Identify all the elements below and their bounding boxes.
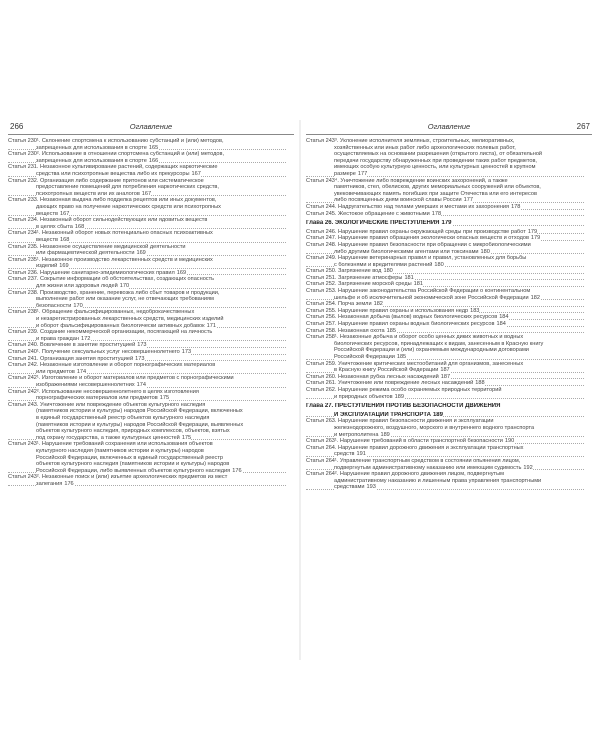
toc-entry [306,229,592,236]
toc-entry [8,362,294,369]
toc-entry [306,354,592,361]
toc-entry-title: Статья 245. Жестокое обращение с животными [306,210,430,217]
toc-entry [8,435,294,442]
toc-entry-title: увековечивающих память погибших при защите Отечества или его интересов [334,190,537,197]
toc-entry-title: Статья 244. Надругательство над телами умерших и местами их захоронения [306,203,510,210]
toc-entry [8,375,294,382]
toc-entry [306,432,592,439]
toc-entry [306,334,592,341]
toc-entry-page-number: 169 [176,269,187,276]
toc-entry-title: дающих право на получение наркотических средств или психотропных [36,203,221,210]
toc-entry-title: Статья 238¹. Обращение фальсифицированных, недоброкачественных [8,309,195,316]
toc-entry [306,484,592,491]
toc-entry-title: Статья 230¹. Склонение спортсмена к использованию субстанций и (или) методов, [8,138,224,144]
toc-entry [306,387,592,394]
toc-entry [306,211,592,218]
toc-entry-title: предоставление помещений для потребления наркотических средств, [36,184,219,191]
toc-entry-page-number: 179 [530,235,541,242]
toc-entry-title: Глава 26. ЭКОЛОГИЧЕСКИЕ ПРЕСТУПЛЕНИЯ [306,220,440,227]
toc-entry [306,268,592,275]
toc-entry [8,448,294,455]
toc-entry-title: Статья 238. Производство, хранение, перевозка либо сбыт товаров и продукции, [8,289,220,296]
toc-entry [306,425,592,432]
book-spread [8,120,592,660]
toc-entry-title: и права граждан [36,335,79,342]
toc-entry [8,474,294,481]
toc-entry [8,204,294,211]
toc-entry-title: И ЭКСПЛУАТАЦИИ ТРАНСПОРТА [334,411,431,418]
toc-entry [8,316,294,323]
toc-entry-page-number: 169 [136,250,146,257]
toc-entry [306,164,592,171]
toc-entry-title: Статья 230². Использование в отношении спортсмена субстанций и (или) методов, [8,151,225,158]
toc-entry-page-number: 187 [440,373,451,380]
toc-entry [306,321,592,328]
toc-entry-title: Статья 264¹. Управление транспортным средством в состоянии опьянения лицом, [306,457,521,464]
toc-entry [8,263,294,270]
toc-entry [8,158,294,165]
toc-chapter-heading [306,412,592,419]
toc-entry-title: Статья 257. Нарушение правил охраны водных биологических ресурсов [306,321,495,328]
toc-entry-page-number: 167 [60,210,70,217]
toc-entry-title: Статья 232. Организация либо содержание притонов или систематическое [8,177,204,184]
toc-entry-title: и метрополитена [334,431,379,438]
toc-entry [306,308,592,315]
toc-entry-page-number: 165 [148,144,159,151]
toc-entry-page-number: 182 [530,294,540,301]
toc-entry-title: Российской Федерации, либо выявленных объектов культурного наследия [36,467,231,474]
toc-entry [8,191,294,198]
toc-entry-title: Статья 251. Загрязнение атмосферы [306,274,403,281]
toc-entry [306,138,592,145]
toc-entry-page-number: 175 [181,434,192,441]
toc-entry [8,455,294,462]
toc-entry-title: Статья 248. Нарушение правил безопасности при обращении с микробиологическими [306,241,531,248]
toc-entry [8,250,294,257]
toc-entry-title: Статья 258. Незаконная охота [306,327,385,334]
toc-entry [306,380,592,387]
toc-entry-title: Статья 263. Нарушение правил безопасности движения и эксплуатации [306,418,494,425]
toc-entry-title: Статья 240¹. Получение сексуальных услуг несовершеннолетнего [8,349,180,355]
toc-entry [306,418,592,425]
toc-entry-page-number: 166 [148,157,159,164]
toc-entry [306,191,592,198]
toc-entry-title: Статья 240. Вовлечение в занятие проституцией [8,342,136,349]
toc-entry-page-number: 193 [366,484,376,491]
toc-entry-title: веществ [36,210,59,217]
toc-entry-title: Статья 264². Нарушение правил дорожного движения лицом, подвергнутым [306,471,504,478]
toc-entry [306,478,592,485]
toc-entry [8,303,294,310]
toc-entry [306,314,592,321]
toc-entry-title: подвергнутым административному наказанию или имеющим судимость [334,464,522,471]
toc-entry-title: шельфе и об исключительной экономической зоне Российской Федерации [334,294,529,301]
toc-entry [8,171,294,178]
toc-entry-page-number: 190 [504,438,515,445]
toc-entry [306,367,592,374]
toc-entry [306,445,592,452]
toc-entry-title: запрещенных для использования в спорте [36,144,147,151]
left-page [8,120,294,660]
right-running-head [306,120,592,135]
toc-entry [8,217,294,224]
toc-entry-title: безопасности [36,302,72,309]
toc-entry-page-number: 167 [141,190,152,197]
toc-entry [306,295,592,302]
toc-entry-title: культурного наследия (памятников истории и культуры) народов [36,447,204,454]
toc-entry-page-number: 174 [136,381,146,388]
toc-entry [306,281,592,288]
toc-entry-title: либо посвященных дням воинской славы России [334,197,462,204]
toc-entry-page-number: 171 [206,322,216,329]
left-running-head [8,120,294,135]
toc-entry [306,275,592,282]
toc-entry [8,230,294,237]
toc-entry-title: Статья 264. Нарушение правил дорожного движения и эксплуатации транспортных [306,444,524,451]
toc-entry [306,361,592,368]
toc-entry-title: Российской Федерации, включенных в единый государственный реестр [36,454,223,461]
toc-entry-title: средствами [334,484,365,491]
toc-entry-title: Статья 256. Незаконная добыча (вылов) водных биологических ресурсов [306,314,498,321]
toc-entry-title: либо другими биологическими агентами или токсинами [334,248,479,255]
toc-entry [306,235,592,242]
toc-entry [306,249,592,256]
toc-entry-page-number: 178 [511,203,521,210]
toc-entry-title: под охрану государства, а также культурных ценностей [36,434,180,441]
toc-entry [8,422,294,429]
toc-entry-title: биологических ресурсов, принадлежащих к видам, занесенным в Красную книгу [334,340,544,347]
toc-entry-title: Статья 243². Незаконные поиск и (или) изъятие археологических предметов из мест [8,474,228,481]
toc-entry [8,224,294,231]
toc-entry-title: размере [334,170,356,177]
toc-entry-title: Статья 247. Нарушение правил обращения экологически опасных веществ и отходов [306,235,529,242]
book-gutter [299,120,301,660]
toc-entry-page-number: 168 [60,236,70,243]
toc-entry-title: Статья 258¹. Незаконные добыча и оборот особо ценных диких животных и водных [306,334,524,341]
toc-entry-page-number: 185 [396,354,407,360]
toc-entry-title: Российской Федерации и (или) охраняемым международными договорами [334,347,529,354]
toc-entry-page-number: 173 [135,355,145,362]
toc-entry-title: изделий [36,263,58,270]
toc-entry [306,465,592,472]
toc-entry-page-number: 172 [80,335,91,342]
toc-entry-page-number: 189 [432,411,443,418]
toc-entry [306,288,592,295]
toc-entry-title: Статья 246. Нарушение правил охраны окружающей среды при производстве работ [306,228,526,235]
toc-entry [8,402,294,409]
toc-entry-title: Статья 253. Нарушение законодательства Российской Федерации о континентальном [306,288,531,295]
toc-entry [306,242,592,249]
toc-entry [8,389,294,396]
toc-entry [8,178,294,185]
toc-entry-title: Статья 234¹. Незаконный оборот новых потенциально опасных психоактивных [8,230,213,237]
toc-entry [8,283,294,290]
toc-entry [8,145,294,152]
toc-entry [306,158,592,165]
toc-entry [8,211,294,218]
toc-entry [306,204,592,211]
toc-entry [306,451,592,458]
toc-chapter-heading [306,220,592,227]
toc-entry-page-number: 170 [73,302,83,309]
toc-entry-page-number: 180 [383,268,393,275]
right-running-title: Оглавление [427,122,471,131]
toc-entry-title: хозяйственных или иных работ либо археологических полевых работ, [334,144,516,151]
toc-entry-title: или фармацевтической деятельности [36,250,135,257]
toc-entry [306,171,592,178]
toc-entry-title: Статья 252. Загрязнение морской среды [306,281,412,288]
toc-entry-page-number: 178 [431,210,442,217]
toc-entry-title: Статья 261. Уничтожение или повреждение лесных насаждений [306,380,474,387]
toc-entry [8,257,294,264]
toc-entry-title: веществ [36,236,59,243]
toc-entry [8,408,294,415]
toc-entry-page-number: 177 [463,197,473,204]
toc-entry-page-number: 185 [386,327,396,334]
toc-entry-title: Статья 243³. Уклонение исполнителя земляных, строительных, мелиоративных, [306,138,515,144]
toc-entry-title: и незарегистрированных лекарственных средств, медицинских изделий [36,316,224,323]
toc-entry [306,178,592,185]
toc-entry [306,184,592,191]
toc-entry-title: Российской Федерации [334,354,395,360]
toc-entry-title: Глава 27. ПРЕСТУПЛЕНИЯ ПРОТИВ БЕЗОПАСНОСТИ ДВИЖЕНИЯ [306,403,501,410]
toc-entry [306,197,592,204]
toc-entry-title: Статья 259. Уничтожение критических местообитаний для организмов, занесенных [306,360,524,367]
toc-entry-title: Статья 260. Незаконная рубка лесных насаждений [306,373,439,380]
toc-entry-page-number: 191 [356,451,366,458]
toc-entry-page-number: 177 [357,170,368,177]
toc-entry-title: в Красную книгу Российской Федерации [334,367,439,374]
toc-entry-title: Статья 234. Незаконный оборот сильнодействующих или ядовитых веществ [8,217,208,224]
toc-entry [306,301,592,308]
toc-entry-title: Статья 254. Порча земли [306,301,372,308]
toc-entry [8,276,294,283]
toc-entry-page-number: 180 [434,261,444,268]
toc-entry-title: выполнение работ или оказание услуг, не отвечающих требованиям [36,296,214,303]
toc-entry-title: порнографических материалов или предметов [36,395,158,402]
toc-entry-title: Статья 243¹. Нарушение требований сохранения или использования объектов [8,441,213,448]
toc-entry-title: запрещенных для использования в спорте [36,157,147,164]
toc-chapter-heading [306,403,592,410]
right-page [306,120,592,660]
toc-entry-page-number: 170 [119,283,130,290]
toc-entry [8,356,294,363]
toc-entry [306,347,592,354]
toc-entry [8,138,294,145]
toc-entry [8,184,294,191]
toc-entry [8,369,294,376]
toc-entry-title: Статья 235. Незаконное осуществление медицинской деятельности [8,243,186,250]
toc-entry-page-number: 180 [480,248,490,255]
toc-entry-title: Статья 233. Незаконная выдача либо подделка рецептов или иных документов, [8,197,217,204]
toc-entry [306,458,592,465]
toc-entry-title: и природных объектов [334,393,393,400]
toc-entry-page-number: 184 [499,314,509,321]
toc-entry-title: памятников, стел, обелисков, других мемориальных сооружений или объектов, [334,184,541,191]
toc-entry-title: передачи государству обнаруженных при проведении таких работ предметов, [334,157,537,164]
toc-entry-title: (памятников истории и культуры) народов Российской Федерации, выявленных [36,421,244,428]
toc-entry [8,151,294,158]
toc-entry [306,394,592,401]
toc-entry-title: средства или психотропные вещества либо их прекурсоры [36,170,190,177]
toc-entry [8,468,294,475]
right-toc-list [306,135,592,491]
toc-entry-title: (памятников истории и культуры) народов Российской Федерации, включенных [36,408,243,415]
toc-entry [8,270,294,277]
toc-entry [8,481,294,488]
toc-entry-title: имеющих особую культурную ценность, или культурных ценностей в крупном [334,164,536,171]
toc-entry [8,342,294,349]
toc-entry-title: Статья 237. Сокрытие информации об обстоятельствах, создающих опасность [8,276,215,283]
toc-entry-title: Статья 242². Использование несовершеннолетнего в целях изготовления [8,388,199,395]
toc-entry-title: Статья 250. Загрязнение вод [306,268,382,275]
toc-entry [8,309,294,316]
toc-entry-title: Статья 255. Нарушение правил охраны и использования недр [306,307,469,314]
toc-entry-page-number: 167 [191,170,201,177]
left-page-number: 266 [10,122,24,131]
toc-entry [306,471,592,478]
toc-entry [8,296,294,303]
toc-entry-page-number: 187 [440,367,450,374]
toc-entry-page-number: 192 [523,464,533,471]
toc-entry-page-number: 168 [74,223,85,230]
toc-entry-page-number: 173 [181,349,192,355]
toc-entry-page-number: 179 [441,220,452,227]
toc-entry-title: объектов культурного наследия, природных комплексов, объектов, взятых [36,428,230,435]
toc-entry [8,290,294,297]
toc-entry-title: в единый государственный реестр объектов культурного наследия [36,414,210,421]
toc-entry-page-number: 183 [470,307,480,314]
toc-entry [8,244,294,251]
toc-entry-page-number: 181 [404,274,414,281]
toc-entry-title: с болезнями и вредителями растений [334,261,433,268]
toc-entry-title: Статья 262. Нарушение режима особо охраняемых природных территорий [306,386,502,393]
toc-entry [8,441,294,448]
toc-entry [8,382,294,389]
left-toc-list [8,135,294,487]
toc-entry-title: Статья 263¹. Нарушение требований в области транспортной безопасности [306,438,503,445]
toc-entry [8,336,294,343]
toc-entry-title: Статья 235¹. Незаконное производство лекарственных средств и медицинских [8,256,213,263]
toc-entry [306,328,592,335]
toc-entry-page-number: 174 [76,368,87,375]
toc-entry-title: средств [334,451,355,458]
toc-entry [8,323,294,330]
toc-entry [306,341,592,348]
toc-entry-title: изображениями несовершеннолетних [36,381,135,388]
toc-entry-title: залегания [36,480,63,487]
toc-entry [8,395,294,402]
toc-entry-title: железнодорожного, воздушного, морского и внутреннего водного транспорта [334,424,535,431]
toc-entry-title: осуществляемых на основании разрешения (открытого листа), от обязательной [334,151,543,158]
toc-entry [8,461,294,468]
toc-entry-page-number: 179 [527,228,538,235]
toc-entry-title: Статья 236. Нарушение санитарно-эпидемиологических правил [8,269,175,276]
toc-entry-title: Статья 241. Организация занятия проституцией [8,355,134,362]
toc-entry-page-number: 176 [64,480,74,487]
toc-entry-title: Статья 239. Создание некоммерческой организации, посягающей на личность [8,329,213,336]
toc-entry-page-number: 169 [59,263,69,270]
toc-entry [8,349,294,356]
left-running-title: Оглавление [129,122,173,131]
toc-entry-page-number: 189 [394,393,404,400]
toc-entry-page-number: 182 [373,301,383,308]
toc-entry-page-number: 189 [380,431,390,438]
toc-entry-page-number: 184 [496,321,506,328]
toc-entry-title: административному наказанию и лишенным права управления транспортными [334,477,542,484]
toc-entry-title: Статья 242. Незаконные изготовление и оборот порнографических материалов [8,362,216,369]
toc-entry-title: в целях сбыта [36,223,73,230]
toc-entry [8,415,294,422]
toc-entry [306,145,592,152]
toc-entry [8,428,294,435]
toc-entry-title: Статья 243⁴. Уничтожение либо повреждение воинских захоронений, а также [306,177,508,184]
toc-entry-title: для жизни или здоровья людей [36,283,118,290]
toc-entry-title: психотропных веществ или их аналогов [36,190,140,197]
toc-entry-page-number: 175 [159,395,170,402]
toc-entry-page-number: 173 [137,342,147,349]
right-page-number: 267 [576,122,590,131]
toc-entry [8,329,294,336]
toc-entry [306,151,592,158]
toc-entry-page-number: 181 [413,281,423,288]
toc-entry-title: Статья 243. Уничтожение или повреждение объектов культурного наследия [8,401,206,408]
toc-entry [306,438,592,445]
toc-entry-title: или предметов [36,368,75,375]
toc-entry-title: Статья 249. Нарушение ветеринарных правил и правил, установленных для борьбы [306,255,527,262]
toc-entry [8,237,294,244]
toc-entry-page-number: 188 [475,380,485,387]
toc-entry-title: объектов культурного наследия (памятников истории и культуры) народов [36,461,230,468]
toc-entry-title: и оборот фальсифицированных биологически активных добавок [36,322,205,329]
toc-entry-title: Статья 231. Незаконное культивирование растений, содержащих наркотические [8,164,218,171]
toc-entry [8,197,294,204]
toc-entry [306,374,592,381]
toc-entry-title: Статья 242¹. Изготовление и оборот материалов или предметов с порнографическими [8,375,234,382]
toc-entry [306,262,592,269]
toc-entry [306,255,592,262]
toc-entry [8,164,294,171]
toc-entry-page-number: 176 [232,467,242,474]
